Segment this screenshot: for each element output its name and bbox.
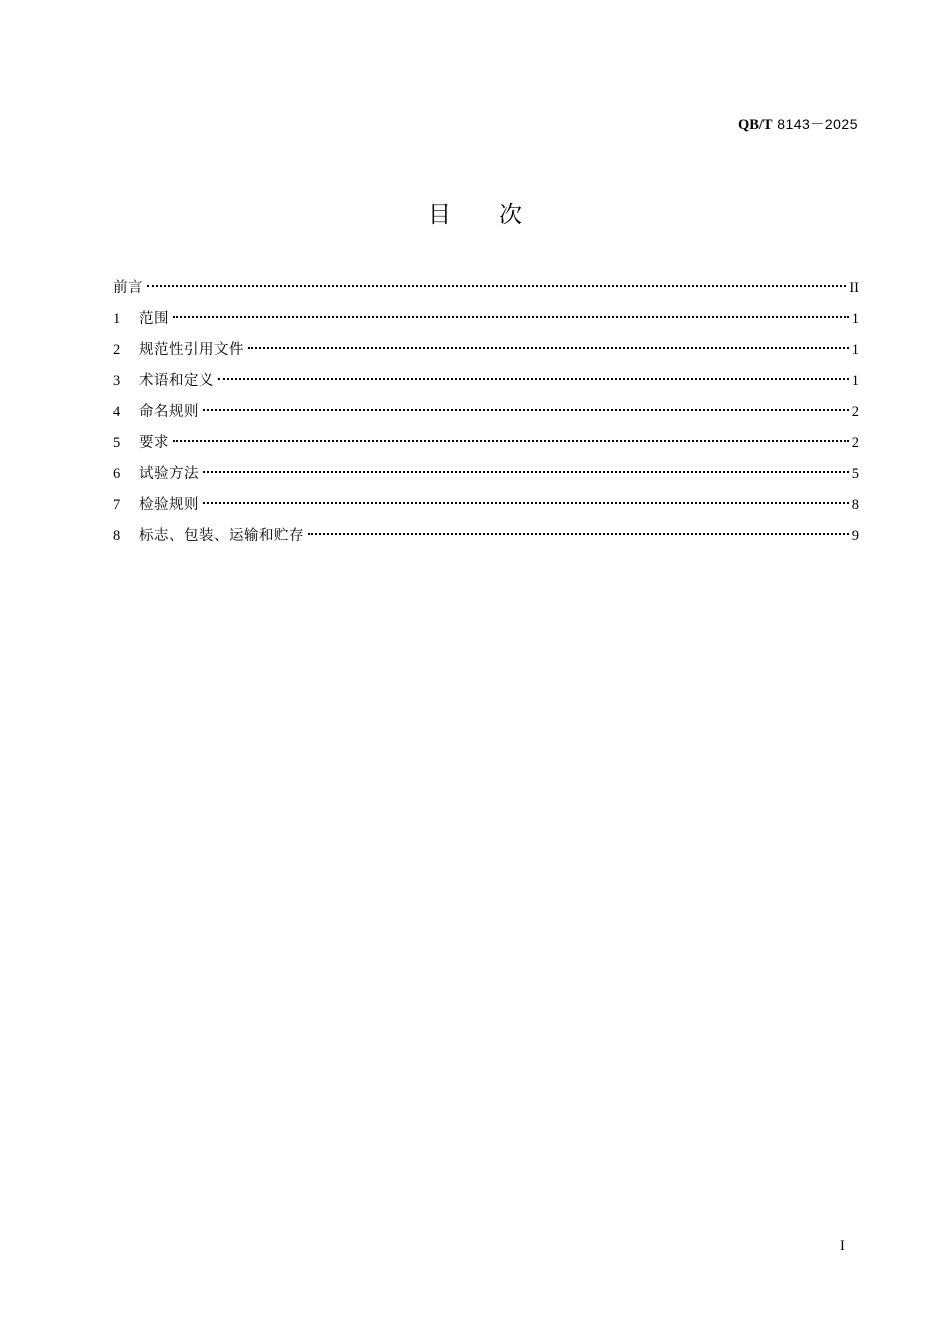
toc-entry-scope[interactable]	[113, 307, 859, 338]
toc-entry-text: 前言	[113, 280, 143, 296]
toc-entry-page: 1	[851, 373, 859, 389]
document-code-prefix: QB/T	[737, 117, 773, 133]
toc-leader-dots	[308, 533, 849, 535]
toc-entry-number: 5	[113, 435, 121, 451]
toc-title-part2: 次	[499, 202, 522, 228]
toc-entry-marking-packaging[interactable]	[113, 524, 859, 555]
toc-entry-text: 试验方法	[139, 466, 199, 482]
toc-leader-dots	[248, 347, 849, 349]
toc-entry-page: 9	[851, 528, 859, 544]
toc-leader-dots	[218, 378, 849, 380]
toc-entry-page: 8	[851, 497, 859, 513]
toc-entry-number: 8	[113, 528, 121, 544]
toc-entry-number: 2	[113, 342, 121, 358]
toc-entry-page: 5	[851, 466, 859, 482]
toc-entry-text: 要求	[139, 435, 169, 451]
toc-entry-page: 2	[851, 435, 859, 451]
toc-entry-number: 7	[113, 497, 121, 513]
document-code-number: 8143－2025	[777, 116, 858, 132]
toc-leader-dots	[147, 285, 846, 287]
toc-entry-naming-rules[interactable]	[113, 400, 859, 431]
toc-entry-inspection-rules[interactable]	[113, 493, 859, 524]
toc-entry-normative-references[interactable]	[113, 338, 859, 369]
toc-entry-text: 命名规则	[139, 404, 199, 420]
toc-entry-number: 4	[113, 404, 121, 420]
toc-leader-dots	[173, 316, 849, 318]
toc-title	[0, 198, 950, 232]
toc-entry-page: 2	[851, 404, 859, 420]
toc-leader-dots	[203, 471, 849, 473]
toc-entry-number: 1	[113, 311, 121, 327]
toc-entry-text: 规范性引用文件	[139, 342, 244, 358]
toc-leader-dots	[203, 502, 849, 504]
toc-entry-text: 范围	[139, 311, 169, 327]
toc-entry-foreword[interactable]	[113, 276, 859, 307]
toc-entry-test-methods[interactable]	[113, 462, 859, 493]
toc-entry-page: II	[849, 280, 859, 296]
toc-list	[113, 276, 859, 555]
toc-entry-page: 1	[851, 342, 859, 358]
toc-entry-text: 标志、包装、运输和贮存	[139, 528, 304, 544]
toc-entry-number: 6	[113, 466, 121, 482]
toc-entry-requirements[interactable]	[113, 431, 859, 462]
toc-entry-number: 3	[113, 373, 121, 389]
toc-entry-page: 1	[851, 311, 859, 327]
toc-title-part1: 目	[428, 202, 451, 228]
toc-entry-text: 检验规则	[139, 497, 199, 513]
document-code	[738, 114, 858, 135]
toc-leader-dots	[173, 440, 849, 442]
toc-entry-text: 术语和定义	[139, 373, 214, 389]
toc-leader-dots	[203, 409, 849, 411]
page-number: I	[840, 1238, 845, 1254]
toc-entry-terms-definitions[interactable]	[113, 369, 859, 400]
